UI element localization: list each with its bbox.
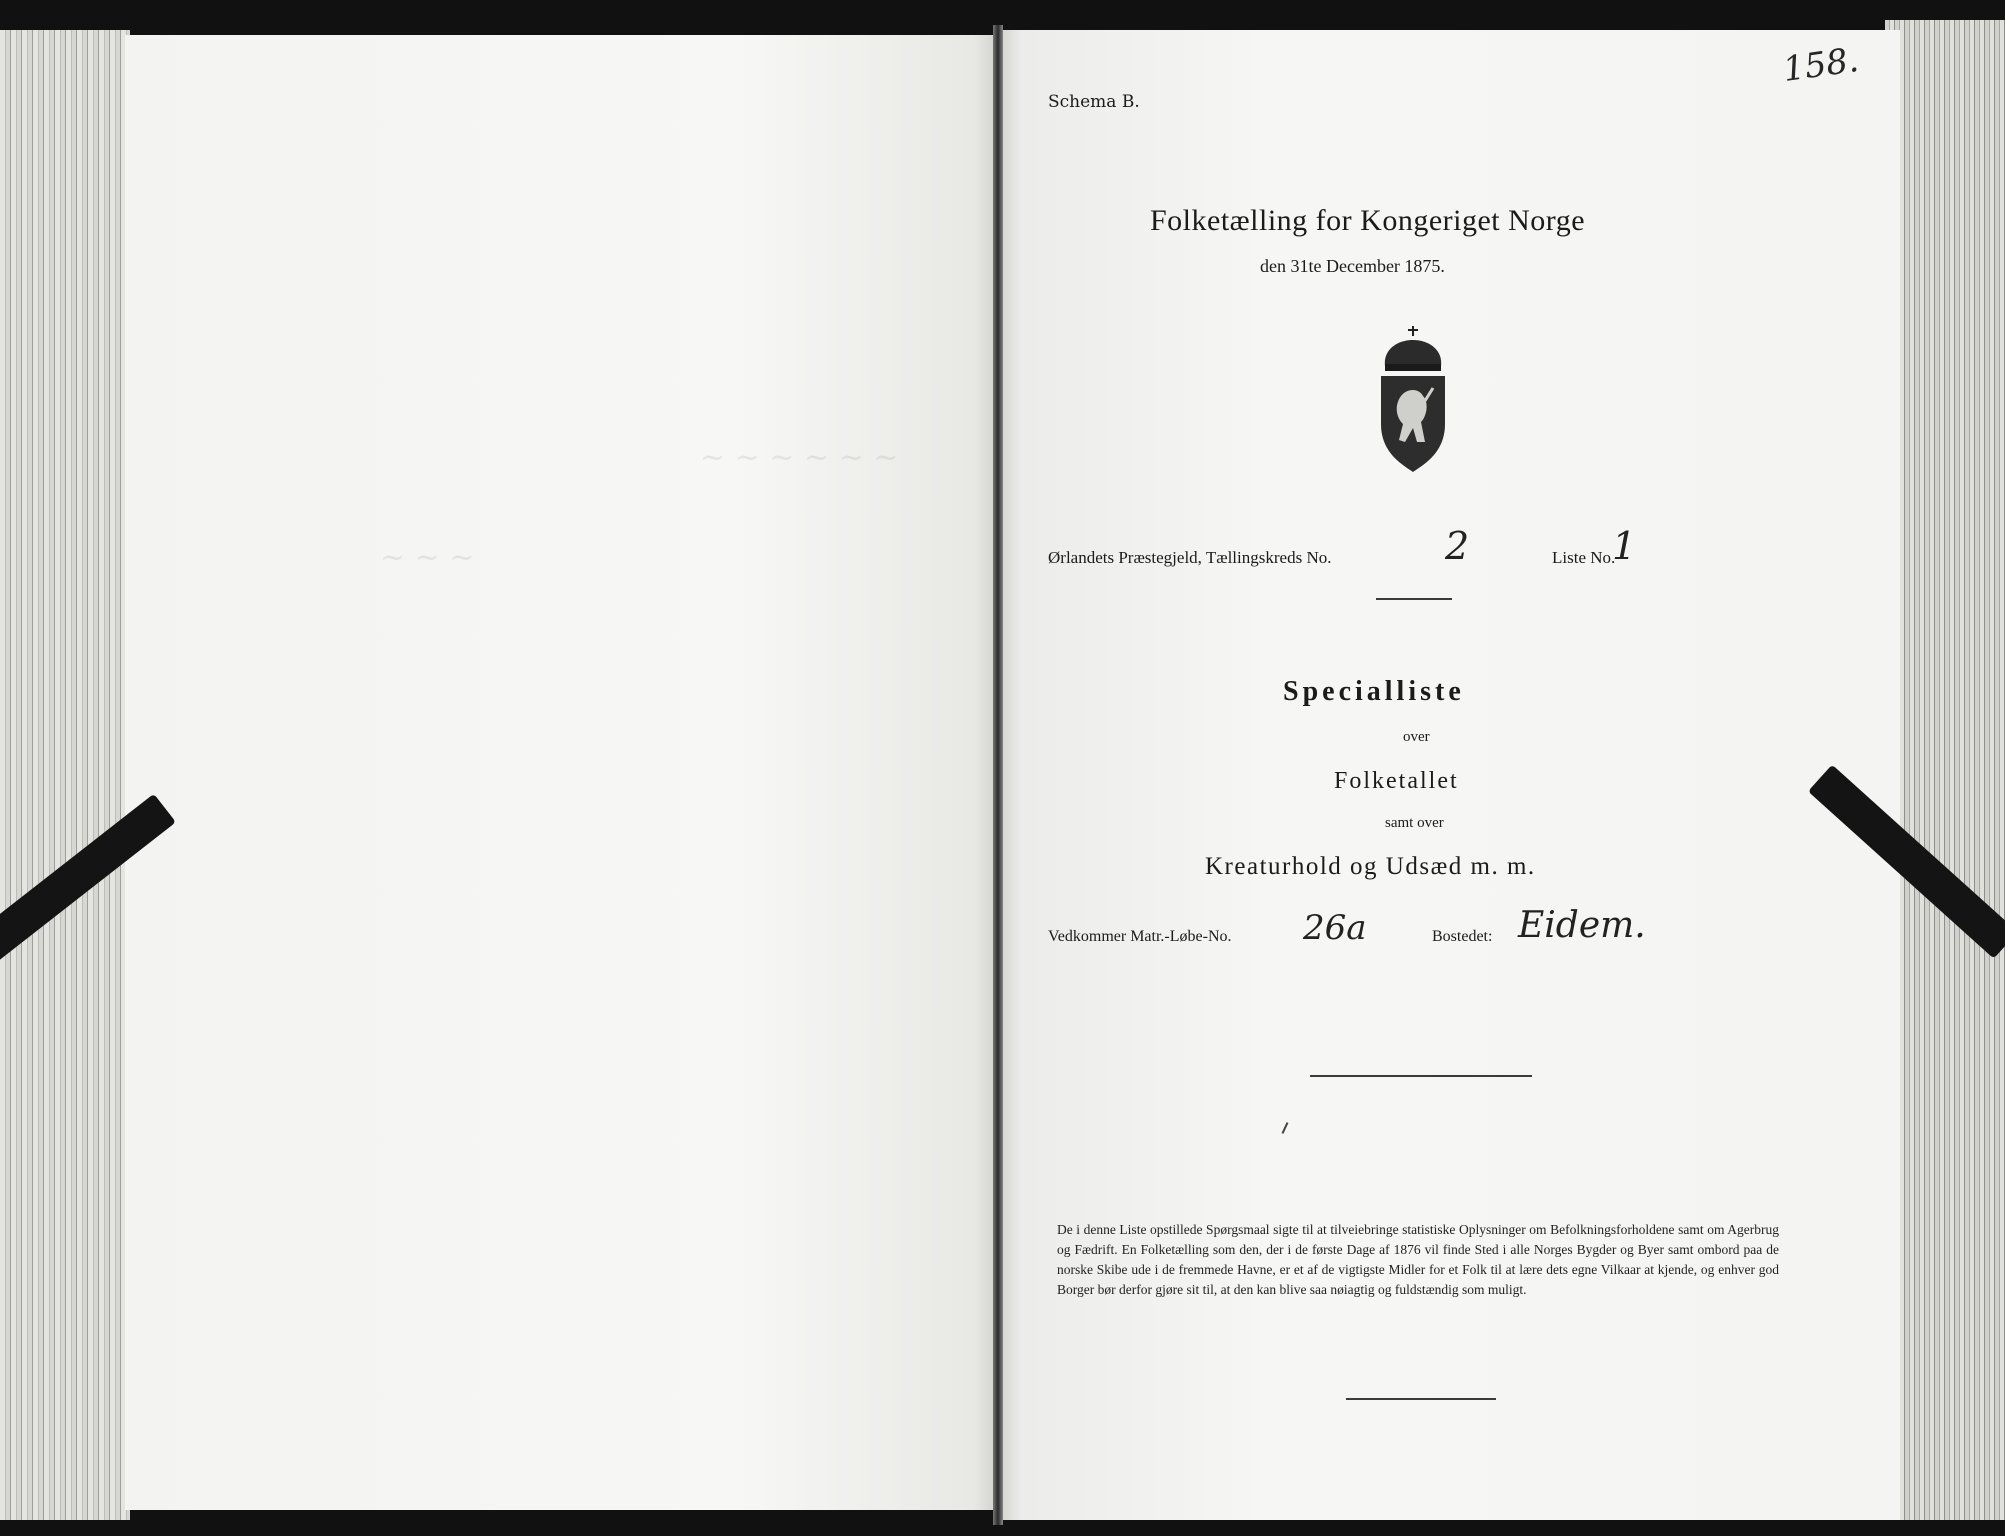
tellingskreds-value: 2	[1445, 524, 1470, 568]
folketallet-heading: Folketallet	[1334, 768, 1459, 794]
divider-rule	[1346, 1398, 1496, 1400]
notice-paragraph: De i denne Liste opstillede Spørgsmaal sigte til at tilveiebringe statistiske Oplysninger om Befolkningsforholdene samt om Agerbrug og Fædrift. En Folketælling som den, der i de første Dage af 1876 vil finde Sted i alle Norges Bygder og Byer samt ombord paa de norske Skibe ude i de fremmede Havne, er et af de vigtigste Midler for et Folk til at lære dets egne Vilkaar at kjende, og enhver god Borger bør derfor gjøre sit til, at den kan blive saa nøiagtig og fuldstændig som muligt.	[1057, 1222, 1779, 1297]
matrikel-label: Vedkommer Matr.-Løbe-No.	[1048, 928, 1232, 945]
over-text: over	[1403, 729, 1430, 745]
book-gutter	[993, 25, 1003, 1525]
right-page-edges	[1885, 20, 2005, 1520]
bleed-through-texture: ~ ~ ~ ~ ~ ~	[700, 440, 899, 475]
norwegian-coat-of-arms-icon	[1373, 324, 1453, 474]
divider-rule	[1310, 1075, 1532, 1077]
bosted-label: Bostedet:	[1432, 928, 1493, 945]
kreaturhold-heading: Kreaturhold og Udsæd m. m.	[1205, 853, 1536, 880]
matrikel-value: 26a	[1303, 908, 1367, 948]
folio-number: 158.	[1780, 39, 1862, 91]
left-page-edges	[0, 30, 130, 1520]
liste-value: 1	[1612, 524, 1637, 568]
liste-label: Liste No.	[1552, 548, 1616, 567]
bosted-value: Eidem.	[1518, 905, 1646, 946]
bleed-through-texture: ~ ~ ~	[380, 540, 475, 575]
page-title: Folketælling for Kongeriget Norge	[1150, 204, 1586, 237]
census-date: den 31te December 1875.	[1260, 256, 1445, 276]
schema-label: Schema B.	[1048, 92, 1140, 112]
specialliste-heading: Specialliste	[1283, 676, 1465, 707]
samt-over-text: samt over	[1385, 815, 1444, 831]
divider-rule	[1376, 598, 1452, 600]
prestegjeld-label: Ørlandets Præstegjeld, Tællingskreds No.	[1048, 548, 1332, 567]
left-blank-page	[125, 35, 1000, 1510]
